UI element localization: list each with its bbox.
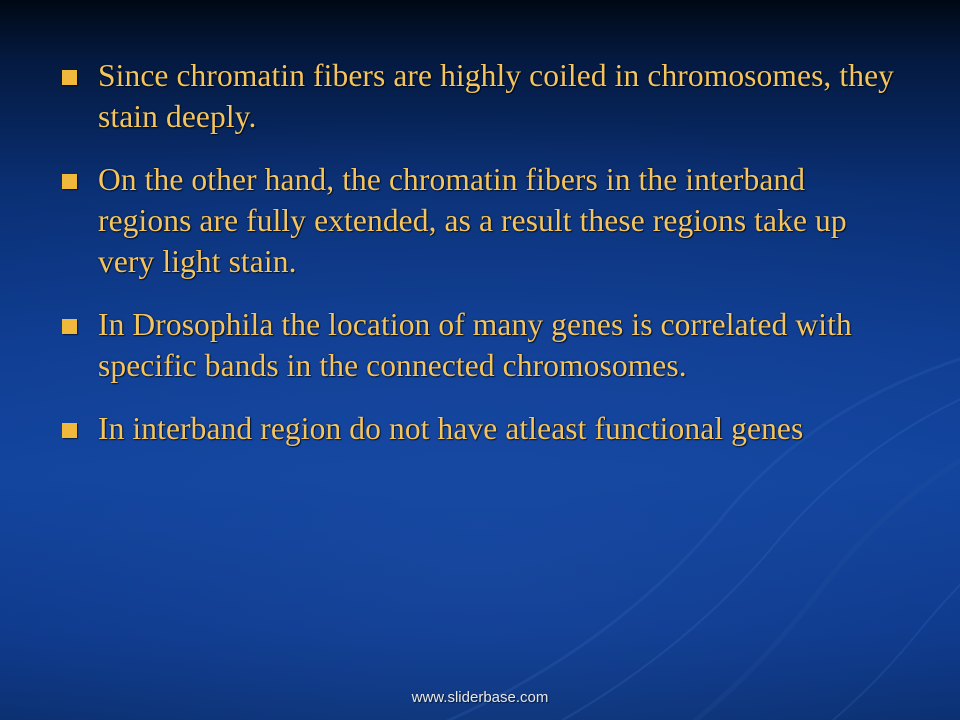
square-bullet-icon <box>62 174 77 189</box>
list-item <box>56 160 904 283</box>
bullet-text: On the other hand, the chromatin fibers in the interband regions are fully extended, as a result these regions take up very light stain. <box>98 161 847 279</box>
list-item <box>56 409 904 450</box>
square-bullet-icon <box>62 423 77 438</box>
bullet-text: In Drosophila the location of many genes is correlated with specific bands in the connected chromosomes. <box>98 306 852 383</box>
list-item <box>56 305 904 387</box>
bullet-list <box>56 56 904 450</box>
list-item <box>56 56 904 138</box>
square-bullet-icon <box>62 70 77 85</box>
square-bullet-icon <box>62 319 77 334</box>
bullet-text: Since chromatin fibers are highly coiled in chromosomes, they stain deeply. <box>98 58 895 134</box>
footer-attribution: www.sliderbase.com <box>411 689 549 706</box>
bullet-text: In interband region do not have atleast functional genes <box>98 410 804 446</box>
